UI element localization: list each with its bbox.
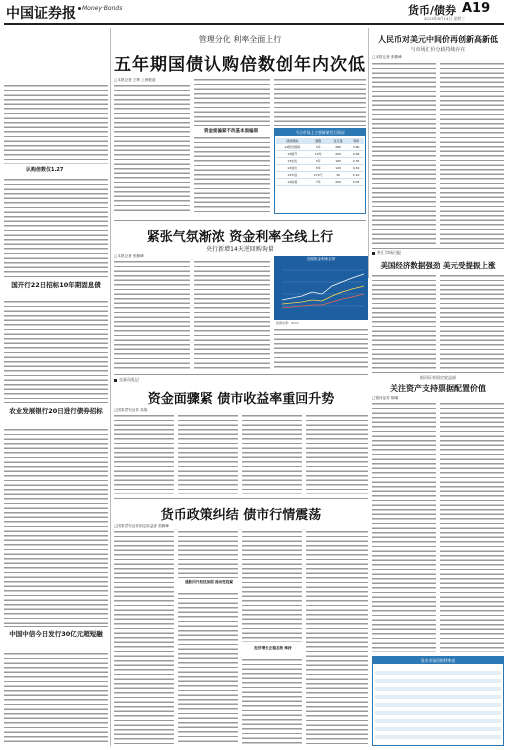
bottom2-sub1: 通胀回升担忧加剧 流动性趋紧	[185, 580, 233, 584]
bottom2-body-col4	[306, 530, 368, 744]
section-title: 货币/债券	[408, 4, 457, 17]
chart-svg	[274, 256, 368, 320]
table-cell: 5年	[309, 165, 329, 172]
table-cell: 4.66	[348, 151, 364, 158]
bottom2-headline: 货币政策纠结 债市行情震荡	[160, 508, 322, 523]
bottom1-label-text: 交易员札记	[119, 377, 139, 382]
item1-title: 国开行22日招标10年期固息债	[11, 281, 101, 289]
right-divider-1	[372, 248, 504, 249]
page-number: A19	[462, 1, 491, 16]
bottom1-body-col1	[114, 414, 174, 494]
bottom2-body-col1	[114, 530, 174, 744]
middle-body-col3	[274, 328, 368, 370]
table-cell: 3年	[309, 158, 329, 165]
item2-title: 农业发展银行20日进行债券招标	[9, 407, 103, 415]
left-body-text-5	[4, 652, 108, 744]
lead-body-col2b	[194, 136, 270, 214]
table-cell: 13进出	[276, 165, 309, 172]
fx-body-col1	[372, 274, 436, 370]
dot-icon	[78, 7, 81, 10]
left-subhead: 认购倍数仅1.27	[26, 167, 64, 173]
bond-table-box	[274, 128, 366, 214]
right-mid-byline: □银河证券 陈曦	[372, 396, 399, 400]
right-mid-body-col1	[372, 402, 436, 652]
bottom1-body-col3	[242, 414, 302, 494]
bottom1-body-col4	[306, 414, 368, 494]
table-row	[276, 179, 364, 186]
lead-headline: 五年期国债认购倍数创年内次低	[114, 55, 366, 75]
left-column-divider	[110, 28, 111, 746]
left-body-text-3	[4, 300, 108, 400]
table-cell: 120	[328, 165, 348, 172]
table-cell: 30	[328, 172, 348, 179]
table-row	[276, 172, 364, 179]
bottom-table-grid	[375, 667, 501, 743]
left-column	[4, 28, 108, 746]
lead-story	[114, 28, 366, 218]
bottom-table-title: 货币市场回购利率表	[373, 657, 503, 664]
masthead-rule	[4, 23, 504, 25]
square-icon	[114, 379, 117, 382]
chart-line-1	[282, 274, 364, 300]
fx-headline: 美国经济数据强劲 美元受提振上涨	[380, 261, 496, 270]
table-cell: 13附息国债	[276, 144, 309, 151]
right-headline: 人民币对美元中间价再创新高新低	[378, 35, 498, 44]
date-line: 2013年8月14日 星期三	[424, 16, 465, 21]
bottom2-body-col3	[242, 530, 302, 642]
rate-chart	[274, 256, 368, 320]
lead-body-col3	[274, 78, 366, 126]
table-cell: 160	[328, 158, 348, 165]
right-subhead: 与市场汇价分歧持续存在	[410, 47, 466, 53]
paper-name: 中国证券报	[6, 6, 76, 22]
table-cell: 3.80	[348, 144, 364, 151]
table-cell: 13中信	[276, 172, 309, 179]
right-mid-headline: 关注资产支持票据配置价值	[390, 384, 486, 393]
right-mid-body-col2	[440, 402, 504, 652]
lead-kicker: 管理分化 利率全面上行	[198, 35, 282, 44]
table-cell: 200	[328, 151, 348, 158]
table-cell: 4.52	[348, 165, 364, 172]
masthead	[0, 0, 508, 24]
lead-body-col1	[114, 84, 190, 214]
left-divider-1	[4, 276, 108, 277]
bottom2-top-rule	[114, 498, 368, 499]
right-mid-kicker: 银河证券固定收益部	[420, 375, 456, 380]
lead-body-col2	[194, 78, 270, 126]
table-cell: 13铁道	[276, 179, 309, 186]
bottom1-headline: 资金面骤紧 债市收益率重回升势	[147, 392, 335, 407]
table-cell: 4.35	[348, 158, 364, 165]
column-header: 发行量	[333, 139, 343, 143]
column-header: 债券简称	[286, 139, 299, 143]
table-cell: 5年	[309, 144, 329, 151]
bottom2-byline: □国泰君安证券固定收益部 张勤峰	[114, 524, 169, 528]
bond-table	[276, 138, 364, 186]
left-body-text-4	[4, 428, 108, 624]
fx-label-text: 外汇市场日报	[377, 250, 401, 255]
chart-title: 近期资金利率走势	[306, 257, 336, 261]
square-icon	[372, 252, 375, 255]
middle-byline: □本报记者 张勤峰	[114, 254, 144, 258]
table-cell: 280	[328, 144, 348, 151]
table-cell: 5.05	[348, 179, 364, 186]
table-cell: 7年	[309, 179, 329, 186]
bond-table-title: 今日市场上主要新债发行情况	[275, 129, 365, 136]
right-divider-2	[372, 372, 504, 373]
middle-subhead: 央行新增14天逆回购询量	[206, 246, 274, 253]
bottom2-body-col3b	[242, 658, 302, 744]
column-header: 利率	[353, 139, 360, 143]
right-byline: □本报记者 张勤峰	[372, 55, 402, 59]
left-divider-3	[4, 626, 108, 627]
lead-byline: □本报记者 王辉 上海报道	[114, 78, 156, 82]
fx-label	[372, 250, 504, 258]
left-body-text-2	[4, 178, 108, 274]
middle-headline: 紧张气氛渐浓 资金利率全线上行	[146, 230, 334, 245]
lead-right-divider	[368, 28, 369, 278]
table-cell: 13农发	[276, 158, 309, 165]
chart-caption: 数据来源：Wind	[276, 321, 299, 325]
bottom-table-box	[372, 656, 504, 746]
right-body-col2	[440, 62, 504, 244]
table-row	[276, 151, 364, 158]
bottom2-sub2: 经济增长企稳态势 维持	[254, 646, 292, 650]
table-cell: 13国开	[276, 151, 309, 158]
column-header: 期限	[315, 139, 322, 143]
section-tag: Money·Bonds	[82, 5, 123, 12]
table-row	[276, 158, 364, 165]
fx-body-col2	[440, 274, 504, 370]
left-divider-2	[4, 402, 108, 403]
left-body-text-1	[4, 84, 108, 164]
bottom2-body-col2b	[178, 592, 238, 744]
bottom1-label	[114, 377, 214, 385]
bottom1-body-col2	[178, 414, 238, 494]
table-cell: 5.10	[348, 172, 364, 179]
bottom1-byline: □国泰君安证券 高翔	[114, 408, 148, 412]
bottom1-top-rule	[114, 374, 368, 375]
middle-body-col2	[194, 260, 270, 370]
table-row	[276, 165, 364, 172]
right-body-col1	[372, 62, 436, 244]
table-cell: 10年	[309, 151, 329, 158]
table-cell: 200	[328, 179, 348, 186]
middle-body-col1	[114, 260, 190, 370]
table-cell: 270天	[309, 172, 329, 179]
middle-top-rule	[114, 220, 366, 221]
chart-line-2	[282, 286, 364, 304]
lead-subhead-2: 资金面偏紧不改基本面偏弱	[204, 129, 258, 134]
right-story	[372, 28, 504, 246]
item3-title: 中国中信今日发行30亿元超短融	[9, 630, 103, 638]
bottom2-body-col2	[178, 530, 238, 578]
